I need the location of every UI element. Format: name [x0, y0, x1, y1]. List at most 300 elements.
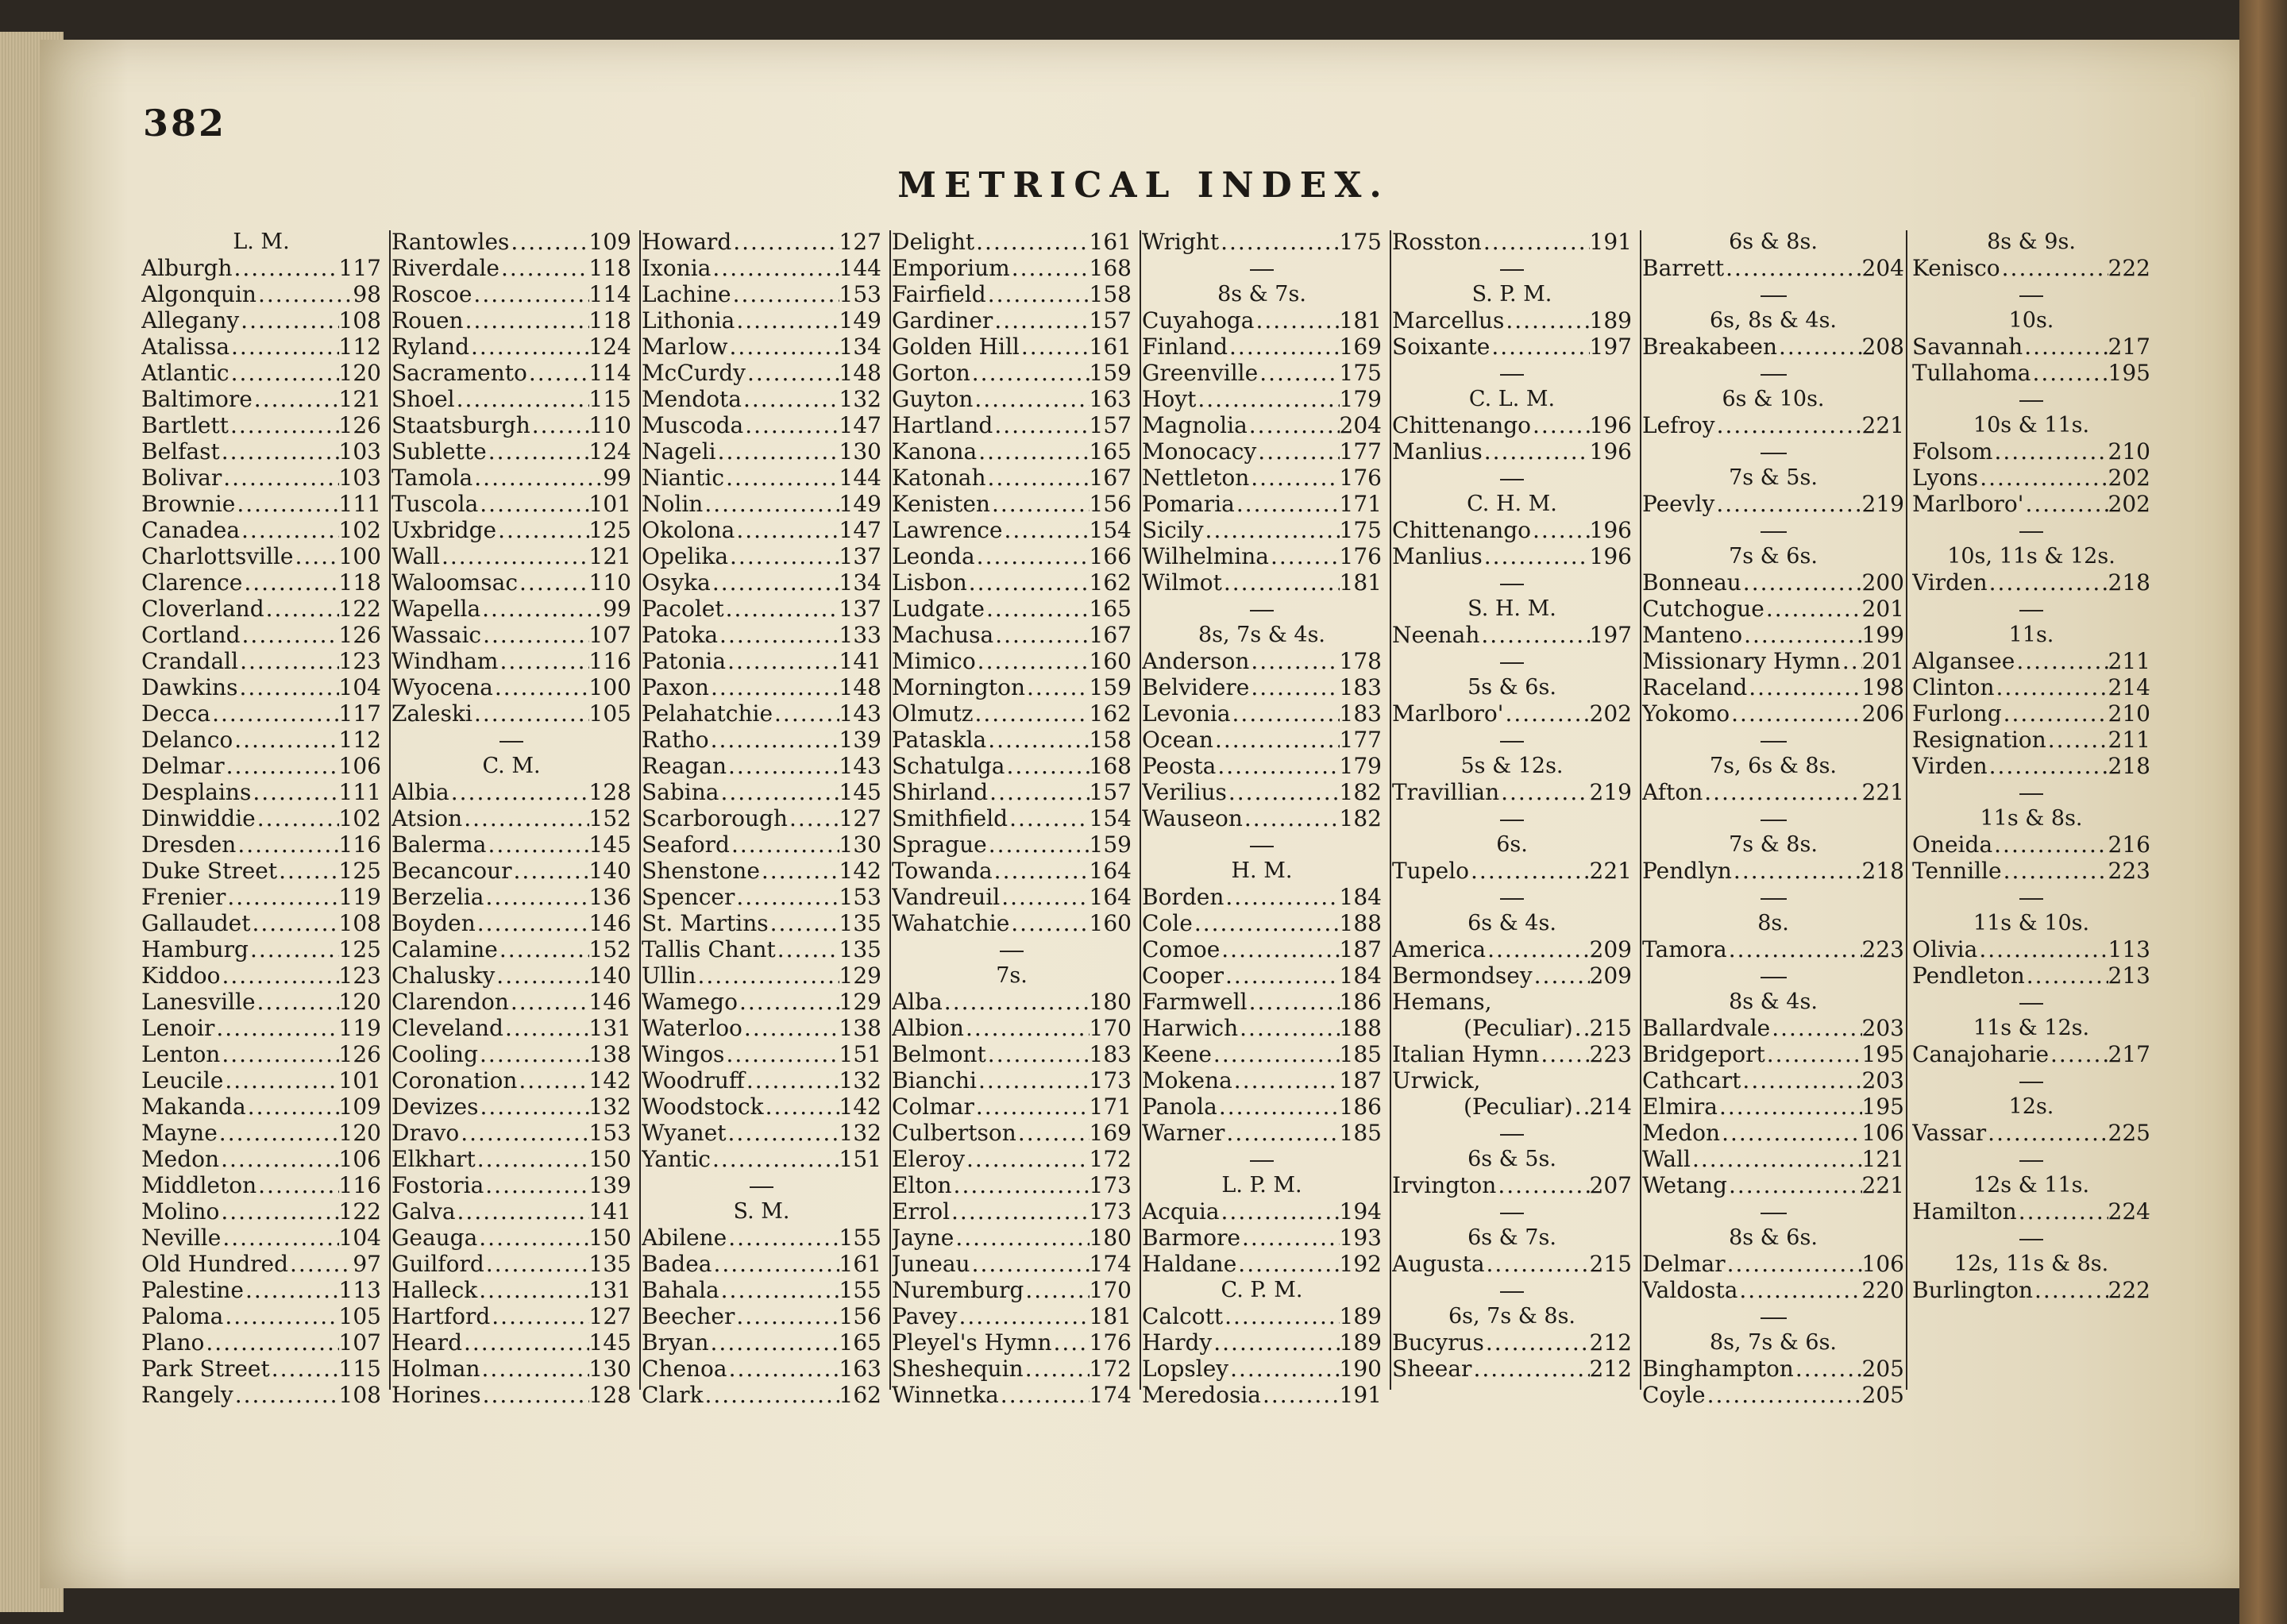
dot-leader [1222, 569, 1340, 596]
dot-leader [478, 1041, 589, 1067]
dot-leader [993, 622, 1089, 648]
page-ref: 176 [1339, 543, 1382, 569]
page-ref: 224 [2108, 1198, 2150, 1225]
page-ref: 181 [1339, 569, 1382, 596]
index-entry [642, 858, 881, 884]
dot-leader [1770, 1015, 1861, 1041]
tune-name: Niantic [642, 465, 725, 491]
tune-name: Wauseon [1142, 805, 1243, 831]
index-entry [1142, 1382, 1382, 1408]
tune-name: Neville [141, 1225, 222, 1251]
index-entry [892, 569, 1132, 596]
dot-leader [478, 491, 588, 517]
dot-leader [236, 831, 338, 858]
dot-leader [719, 779, 839, 805]
index-entry [1912, 1277, 2150, 1303]
page-ref: 101 [338, 1067, 381, 1094]
index-entry [1142, 1094, 1382, 1120]
tune-name: Virden [1912, 753, 1988, 779]
dot-leader [977, 1067, 1090, 1094]
dot-leader [727, 1356, 839, 1382]
dot-leader [498, 648, 588, 674]
index-entry [141, 307, 381, 334]
tune-name: Geauga [391, 1225, 478, 1251]
page-ref: 105 [338, 1303, 381, 1329]
page-ref: 223 [2108, 858, 2150, 884]
dot-leader [1995, 674, 2108, 700]
index-entry [1142, 360, 1382, 386]
page-ref: 126 [338, 622, 381, 648]
index-entry [141, 1198, 381, 1225]
tune-name: Peevly [1642, 491, 1715, 517]
tune-name: Medon [141, 1146, 220, 1172]
page-ref: 169 [1089, 1120, 1132, 1146]
index-entry [1392, 307, 1632, 334]
tune-name: Atlantic [141, 360, 229, 386]
index-entry [892, 1172, 1132, 1198]
page-ref: 171 [1089, 1094, 1132, 1120]
tune-name: Alburgh [141, 255, 233, 281]
tune-name: Bolivar [141, 465, 222, 491]
page-ref: 127 [588, 1303, 631, 1329]
page-ref: 185 [1339, 1041, 1382, 1067]
tune-name: Farmwell [1142, 989, 1248, 1015]
dot-leader [711, 255, 839, 281]
page-ref: 208 [1861, 334, 1904, 360]
page-ref: 140 [588, 858, 631, 884]
tune-name: Coronation [391, 1067, 518, 1094]
index-entry [141, 1146, 381, 1172]
dot-leader [716, 438, 839, 465]
tune-name: Eleroy [892, 1146, 966, 1172]
index-entry [1642, 858, 1904, 884]
tune-name: St. Martins [642, 910, 769, 936]
page-ref: 183 [1339, 700, 1382, 727]
column-rule [1140, 230, 1141, 1390]
tune-name: Marlboro' [1392, 700, 1504, 727]
meter-heading: 6s & 7s. [1467, 1225, 1556, 1250]
page-ref: 204 [1339, 412, 1382, 438]
dot-leader [1988, 753, 2108, 779]
meter-heading: S. H. M. [1467, 596, 1556, 621]
meter-heading: 12s. [2008, 1094, 2054, 1119]
index-entry [642, 229, 881, 255]
dot-leader [253, 386, 339, 412]
page-ref: 109 [338, 1094, 381, 1120]
dot-leader [1248, 412, 1340, 438]
dot-leader [293, 543, 338, 569]
dot-leader [952, 1172, 1090, 1198]
dot-leader [1539, 1041, 1589, 1067]
tune-name: Canadea [141, 517, 241, 543]
meter-heading: H. M. [1231, 858, 1293, 883]
dot-leader [724, 596, 839, 622]
dot-leader [943, 989, 1090, 1015]
page-ref: 129 [839, 989, 881, 1015]
page-ref: 225 [2108, 1120, 2150, 1146]
dot-leader [1499, 779, 1589, 805]
dot-leader [518, 569, 589, 596]
meter-heading: 8s, 7s & 4s. [1197, 623, 1326, 647]
index-entry [391, 1172, 631, 1198]
index-entry [391, 465, 631, 491]
meter-heading: 6s. [1496, 832, 1528, 857]
dot-leader [988, 779, 1089, 805]
dot-leader [1220, 936, 1339, 962]
section-divider [1642, 884, 1904, 910]
index-entry [1642, 1251, 1904, 1277]
tune-name: Valdosta [1642, 1277, 1738, 1303]
page-ref: 110 [588, 412, 631, 438]
dot-leader [1217, 1094, 1340, 1120]
tune-name: Cole [1142, 910, 1193, 936]
tune-name: Patoka [642, 622, 719, 648]
page-ref: 137 [839, 543, 881, 569]
tune-name: Wilmot [1142, 569, 1222, 596]
index-entry [1142, 962, 1382, 989]
dot-leader [244, 1277, 339, 1303]
page-ref: 140 [588, 962, 631, 989]
index-entry [892, 281, 1132, 307]
page-ref: 151 [839, 1041, 881, 1067]
page-ref: 139 [839, 727, 881, 753]
page-ref: 134 [839, 334, 881, 360]
tune-name: Winnetka [892, 1382, 999, 1408]
index-column [642, 229, 881, 1408]
index-entry [1642, 622, 1904, 648]
index-entry [892, 334, 1132, 360]
dot-leader [776, 936, 839, 962]
index-entry [642, 281, 881, 307]
index-entry [1392, 1067, 1632, 1094]
tune-name: Waloomsac [391, 569, 519, 596]
tune-name: Monocacy [1142, 438, 1257, 465]
dot-leader [1249, 648, 1339, 674]
index-entry [141, 491, 381, 517]
index-entry [391, 1146, 631, 1172]
tune-name: Soixante [1392, 334, 1491, 360]
dot-leader [709, 1329, 839, 1356]
dot-leader [220, 438, 339, 465]
index-entry [391, 307, 631, 334]
page-ref: 163 [839, 1356, 881, 1382]
dot-leader [512, 858, 589, 884]
index-entry [1392, 1094, 1632, 1120]
meter-heading: 6s & 5s. [1467, 1147, 1556, 1171]
page-ref: 133 [839, 622, 881, 648]
tune-name: Culbertson [892, 1120, 1016, 1146]
index-entry [1142, 805, 1382, 831]
page-ref: 127 [839, 805, 881, 831]
page-ref: 189 [1339, 1329, 1382, 1356]
index-entry [141, 1251, 381, 1277]
index-entry [1142, 386, 1382, 412]
page-ref: 112 [338, 727, 381, 753]
dot-leader [226, 884, 338, 910]
dot-leader [719, 1277, 839, 1303]
dot-leader [1249, 674, 1339, 700]
tune-name: (Peculiar) [1464, 1094, 1573, 1120]
tune-name: Haldane [1142, 1251, 1237, 1277]
page-ref: 165 [1089, 438, 1132, 465]
page-ref: 125 [338, 936, 381, 962]
tune-name: Emporium [892, 255, 1010, 281]
tune-name: Mimico [892, 648, 976, 674]
index-entry [892, 438, 1132, 465]
dot-leader [2017, 1198, 2108, 1225]
page-ref: 125 [588, 517, 631, 543]
page-ref: 201 [1861, 596, 1904, 622]
meter-heading: L. M. [233, 230, 290, 254]
page-ref: 181 [1339, 307, 1382, 334]
index-entry [1912, 831, 2150, 858]
tune-name: Olmutz [892, 700, 974, 727]
dot-leader [1224, 884, 1339, 910]
page-ref: 167 [1089, 622, 1132, 648]
dot-leader [496, 517, 588, 543]
tune-name: Seaford [642, 831, 730, 858]
index-entry [642, 779, 881, 805]
page-ref: 109 [588, 229, 631, 255]
page-ref: 184 [1339, 884, 1382, 910]
page-ref: 124 [588, 438, 631, 465]
page-ref: 104 [338, 674, 381, 700]
dot-leader [712, 1251, 839, 1277]
section-divider [1912, 779, 2150, 805]
dot-leader [1504, 307, 1589, 334]
tune-name: Shirland [892, 779, 989, 805]
tune-name: Wapella [391, 596, 481, 622]
dot-leader [249, 936, 339, 962]
tune-name: Middleton [141, 1172, 257, 1198]
dot-leader [1010, 255, 1090, 281]
dot-leader [1227, 779, 1340, 805]
index-entry [892, 229, 1132, 255]
dot-leader [711, 569, 839, 596]
index-entry [892, 1015, 1132, 1041]
page-ref: 218 [2108, 753, 2150, 779]
meter-heading: 7s & 5s. [1729, 465, 1818, 490]
index-entry [391, 386, 631, 412]
tune-name: Sheshequin [892, 1356, 1024, 1382]
page-ref: 162 [839, 1382, 881, 1408]
page-ref: 102 [338, 805, 381, 831]
page-ref: 175 [1339, 517, 1382, 543]
dot-leader [223, 1067, 338, 1094]
page-ref: 154 [1089, 805, 1132, 831]
tune-name: Palestine [141, 1277, 244, 1303]
page-ref: 108 [338, 1382, 381, 1408]
index-entry [1392, 334, 1632, 360]
tune-name: Katonah [892, 465, 986, 491]
page-ref: 193 [1339, 1225, 1382, 1251]
index-entry [892, 831, 1132, 858]
meter-heading: C. P. M. [1221, 1278, 1303, 1302]
tune-name: Pendlyn [1642, 858, 1732, 884]
tune-name: Vandreuil [892, 884, 1001, 910]
dot-leader [1236, 1251, 1339, 1277]
dot-leader [478, 1094, 588, 1120]
dot-leader [1727, 936, 1862, 962]
index-entry [141, 622, 381, 648]
dot-leader [1238, 1015, 1339, 1041]
page-ref: 132 [839, 1120, 881, 1146]
tune-name: Tupelo [1392, 858, 1470, 884]
tune-name: Jayne [892, 1225, 955, 1251]
page-ref: 152 [588, 936, 631, 962]
page-ref: 130 [839, 831, 881, 858]
dot-leader [288, 1251, 353, 1277]
dot-leader [484, 1172, 588, 1198]
tune-name: Clinton [1912, 674, 1995, 700]
tune-name: Nageli [642, 438, 716, 465]
tune-name: Staatsburgh [391, 412, 530, 438]
tune-name: Greenville [1142, 360, 1259, 386]
dot-leader [1741, 1067, 1861, 1094]
tune-name: Wahatchie [892, 910, 1010, 936]
dot-leader [1978, 465, 2108, 491]
tune-name: Folsom [1912, 438, 1993, 465]
dot-leader [256, 281, 353, 307]
tune-name: Elkhart [391, 1146, 476, 1172]
tune-name: Urwick, [1392, 1067, 1481, 1094]
tune-name: Chalusky [391, 962, 496, 989]
tune-name: Colmar [892, 1094, 974, 1120]
dot-leader [985, 596, 1090, 622]
page-ref: 141 [588, 1198, 631, 1225]
index-entry [892, 1329, 1132, 1356]
dot-leader [696, 962, 839, 989]
tune-name: Nettleton [1142, 465, 1250, 491]
index-entry [391, 700, 631, 727]
page-ref: 186 [1339, 1094, 1382, 1120]
index-entry [391, 596, 631, 622]
tune-name: Baltimore [141, 386, 253, 412]
dot-leader [277, 858, 338, 884]
page-ref: 179 [1339, 753, 1382, 779]
tune-name: Manlius [1392, 543, 1483, 569]
dot-leader [493, 674, 589, 700]
page-ref: 212 [1589, 1329, 1632, 1356]
tune-name: Badea [642, 1251, 712, 1277]
tune-name: Charlottsville [141, 543, 294, 569]
tune-name: McCurdy [642, 360, 746, 386]
tune-name: Plano [141, 1329, 205, 1356]
dot-leader [1718, 1094, 1862, 1120]
dot-leader [476, 910, 589, 936]
dot-leader [484, 884, 588, 910]
page-ref: 128 [588, 779, 631, 805]
page-ref: 148 [839, 674, 881, 700]
index-entry [1642, 1067, 1904, 1094]
index-entry [1642, 700, 1904, 727]
tune-name: Atalissa [141, 334, 230, 360]
tune-name: Ocean [1142, 727, 1213, 753]
page-ref: 132 [839, 1067, 881, 1094]
column-rule [1906, 230, 1907, 1390]
index-entry [141, 1382, 381, 1408]
index-entry [141, 334, 381, 360]
tune-name: Belfast [141, 438, 220, 465]
index-column [391, 229, 631, 1408]
tune-name: Belmont [892, 1041, 986, 1067]
tune-name: Dresden [141, 831, 237, 858]
page-ref: 176 [1339, 465, 1382, 491]
tune-name: Wall [1642, 1146, 1691, 1172]
dot-leader [509, 229, 588, 255]
page-ref: 106 [338, 753, 381, 779]
dot-leader [1235, 491, 1340, 517]
index-entry [1142, 989, 1382, 1015]
index-entry [1912, 700, 2150, 727]
meter-heading: 8s. [1757, 911, 1789, 935]
dot-leader [709, 727, 839, 753]
page-ref: 191 [1589, 229, 1632, 255]
tune-name: Hartland [892, 412, 993, 438]
page-ref: 153 [588, 1120, 631, 1146]
page-ref: 182 [1339, 779, 1382, 805]
index-entry [1142, 491, 1382, 517]
tune-name: Harwich [1142, 1015, 1239, 1041]
tune-name: Anderson [1142, 648, 1250, 674]
meter-heading: 6s & 8s. [1729, 230, 1818, 254]
tune-name: Hardy [1142, 1329, 1213, 1356]
dot-leader [954, 1225, 1089, 1251]
page-ref: 211 [2108, 648, 2150, 674]
index-entry [892, 465, 1132, 491]
dot-leader [2049, 1041, 2108, 1067]
index-entry [1392, 1041, 1632, 1067]
tune-name: Coyle [1642, 1382, 1706, 1408]
index-entry [391, 255, 631, 281]
meter-heading: 12s & 11s. [1973, 1173, 2090, 1198]
dot-leader [517, 1067, 588, 1094]
dot-leader [1992, 831, 2108, 858]
page-ref: 137 [839, 596, 881, 622]
index-entry [1392, 517, 1632, 543]
index-entry [1142, 1303, 1382, 1329]
dot-leader [977, 438, 1089, 465]
index-entry [141, 596, 381, 622]
section-divider [1912, 989, 2150, 1015]
index-entry [1912, 936, 2150, 962]
index-entry [391, 334, 631, 360]
dot-leader [724, 1041, 839, 1067]
index-entry [141, 700, 381, 727]
page-ref: 102 [338, 517, 381, 543]
index-entry [642, 910, 881, 936]
tune-name: Machusa [892, 622, 994, 648]
dot-leader [1726, 1251, 1862, 1277]
dot-leader [1496, 1172, 1589, 1198]
index-entry [391, 1120, 631, 1146]
page-ref: 104 [338, 1225, 381, 1251]
page-ref: 126 [338, 412, 381, 438]
page-ref: 100 [588, 674, 631, 700]
page-ref: 112 [338, 334, 381, 360]
tune-name: Lawrence [892, 517, 1003, 543]
dot-leader [1777, 334, 1862, 360]
column-rule [1390, 230, 1391, 1390]
page-ref: 188 [1339, 910, 1382, 936]
dot-leader [490, 1303, 588, 1329]
tune-name: Delanco [141, 727, 233, 753]
index-entry [141, 648, 381, 674]
page-ref: 149 [839, 491, 881, 517]
page-ref: 196 [1589, 412, 1632, 438]
page-ref: 195 [2108, 360, 2150, 386]
page-ref: 161 [1089, 334, 1132, 360]
